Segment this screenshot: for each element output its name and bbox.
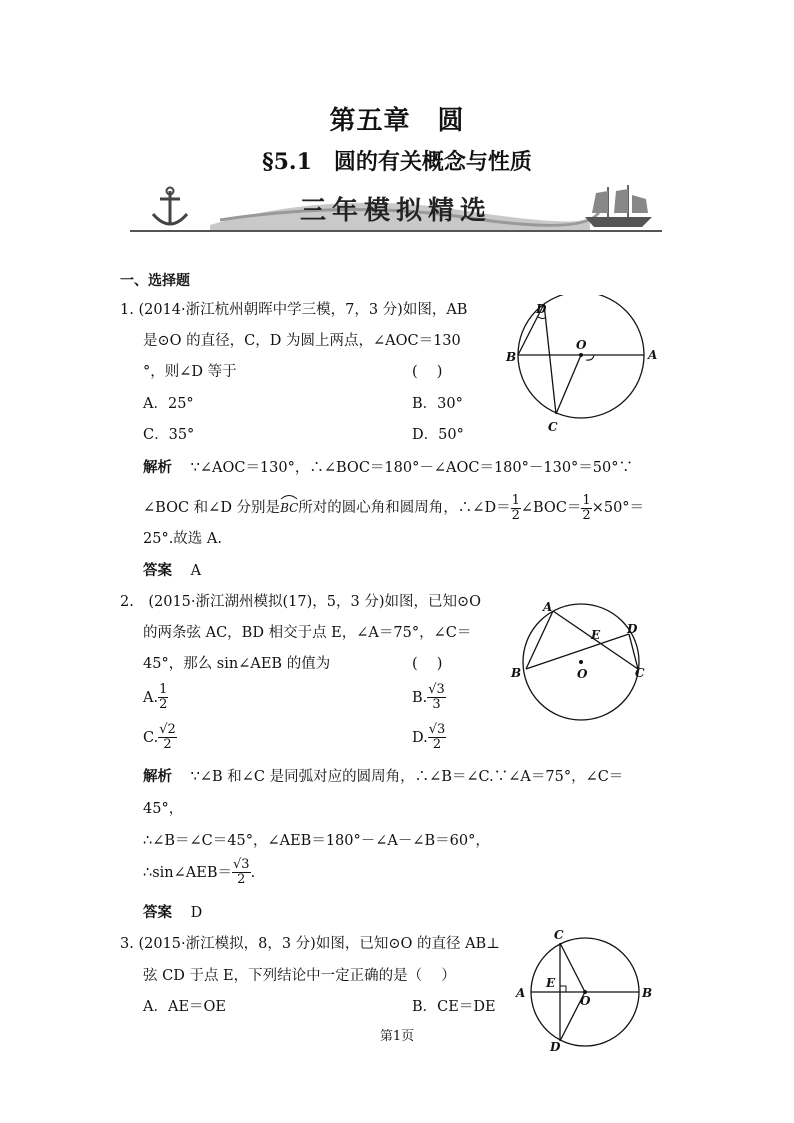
- q2-answer-value: D: [190, 905, 203, 921]
- q2-option-b-fraction: $\frac{√3}{3}$: [428, 682, 445, 712]
- q1-solution-line3: 25°.故选 A.: [143, 531, 222, 547]
- section-label: 一、选择题: [120, 273, 190, 289]
- banner-rule: [130, 230, 662, 232]
- q1-fig-label-b: B: [506, 350, 517, 364]
- q1-solution-text2b: 所对的圆心角和圆周角，∴∠D＝: [298, 500, 511, 516]
- page-number: 第1页: [379, 1029, 415, 1044]
- q3-option-a: A．AE＝OE: [143, 999, 226, 1015]
- q2-solution-label: 解析: [143, 768, 172, 785]
- ship-icon: [580, 183, 660, 231]
- q2-fig-label-b: B: [511, 666, 522, 680]
- q3-line1: 3. (2015·浙江模拟，8，3 分)如图，已知⊙O 的直径 AB⊥: [120, 936, 500, 952]
- q1-option-c: C．35°: [143, 427, 195, 443]
- q2-solution-text1: ∵∠B 和∠C 是同弧对应的圆周角，∴∠B＝∠C.∵∠A＝75°，∠C＝: [190, 769, 624, 785]
- q1-fraction-2: $\frac{1}{2}$: [582, 492, 591, 523]
- banner-label: 三年模拟精选: [300, 196, 493, 226]
- q1-arc-bc: BC: [280, 498, 298, 518]
- q3-fig-label-o: O: [580, 994, 591, 1008]
- q1-fig-label-d: D: [536, 302, 547, 316]
- q1-answer-line: [143, 561, 201, 581]
- q2-option-d: D. $\frac{√3}{2}$: [412, 722, 446, 752]
- q1-solution-text2a: ∠BOC 和∠D 分别是: [143, 500, 281, 516]
- section-title: §5.1 圆的有关概念与性质: [262, 149, 532, 175]
- q3-fig-label-d: D: [550, 1040, 561, 1054]
- q1-fig-label-o: O: [576, 338, 587, 352]
- q1-answer-label: 答案: [143, 562, 172, 579]
- q2-answer-line: [143, 903, 202, 923]
- q3-fig-label-a: A: [516, 986, 526, 1000]
- q2-option-b: B. $\frac{√3}{3}$: [412, 682, 445, 712]
- q2-line3: 45°，那么 sin∠AEB 的值为: [143, 656, 331, 672]
- q1-solution-line2: [143, 490, 644, 526]
- q1-fraction-1: $\frac{1}{2}$: [511, 492, 520, 523]
- q2-line2: 的两条弦 AC，BD 相交于点 E，∠A＝75°，∠C＝: [143, 625, 472, 641]
- q2-solution-line2: 45°，: [143, 801, 184, 817]
- q1-line1: 1. (2014·浙江杭州朝晖中学三模，7，3 分)如图，AB: [120, 302, 468, 318]
- q3-line2: 弦 CD 于点 E，下列结论中一定正确的是（ ）: [143, 968, 456, 984]
- q2-answer-paren: ( ): [412, 656, 443, 672]
- q2-option-a: A. $\frac{1}{2}$: [143, 682, 168, 712]
- q2-solution-line1: [143, 767, 623, 787]
- q2-option-d-fraction: $\frac{√3}{2}$: [428, 722, 446, 752]
- q2-fig-label-a: A: [543, 600, 553, 614]
- q2-option-c-fraction: $\frac{√2}{2}$: [159, 722, 176, 752]
- q2-fig-label-d: D: [627, 622, 638, 636]
- q3-option-b: B．CE＝DE: [412, 999, 496, 1015]
- q2-circle-figure: [505, 595, 655, 725]
- q2-option-a-fraction: $\frac{1}{2}$: [159, 682, 168, 712]
- q1-line3: °，则∠D 等于: [143, 364, 237, 380]
- q2-solution-line4: ∴sin∠AEB＝ $\frac{√3}{2}$ .: [143, 857, 256, 887]
- anchor-icon: [145, 186, 195, 231]
- q2-option-c: C. $\frac{√2}{2}$: [143, 722, 176, 752]
- q2-solution-fraction: $\frac{√3}{2}$: [233, 857, 250, 887]
- q2-answer-label: 答案: [143, 904, 172, 921]
- q3-fig-label-c: C: [554, 928, 564, 942]
- q1-solution-text1: ∵∠AOC＝130°，∴∠BOC＝180°－∠AOC＝180°－130°＝50°∵: [190, 460, 634, 476]
- q1-fig-label-c: C: [548, 420, 558, 434]
- q1-line2: 是⊙O 的直径，C，D 为圆上两点，∠AOC＝130: [143, 333, 461, 349]
- q1-solution-text2d: ×50°＝: [591, 500, 645, 516]
- q1-circle-figure: [500, 295, 665, 435]
- q1-solution-label: 解析: [143, 459, 172, 476]
- q1-option-a: A．25°: [143, 396, 194, 412]
- q2-line1: 2. (2015·浙江湖州模拟(17)，5，3 分)如图，已知⊙O: [120, 594, 482, 610]
- q1-answer-paren: ( ): [412, 364, 443, 380]
- q2-fig-label-e: E: [591, 628, 601, 642]
- q2-fig-label-o: O: [577, 667, 588, 681]
- q1-solution-line1: [143, 458, 633, 478]
- q3-fig-label-b: B: [642, 986, 653, 1000]
- q1-option-d: D．50°: [412, 427, 464, 443]
- q2-fig-label-c: C: [635, 666, 645, 680]
- q1-answer-value: A: [190, 563, 202, 579]
- q2-solution-line3: ∴∠B＝∠C＝45°，∠AEB＝180°－∠A－∠B＝60°，: [143, 833, 490, 849]
- q1-solution-text2c: ∠BOC＝: [520, 500, 582, 516]
- q1-option-b: B．30°: [412, 396, 463, 412]
- q1-fig-label-a: A: [648, 348, 658, 362]
- q3-fig-label-e: E: [546, 976, 556, 990]
- chapter-title: 第五章 圆: [329, 106, 465, 136]
